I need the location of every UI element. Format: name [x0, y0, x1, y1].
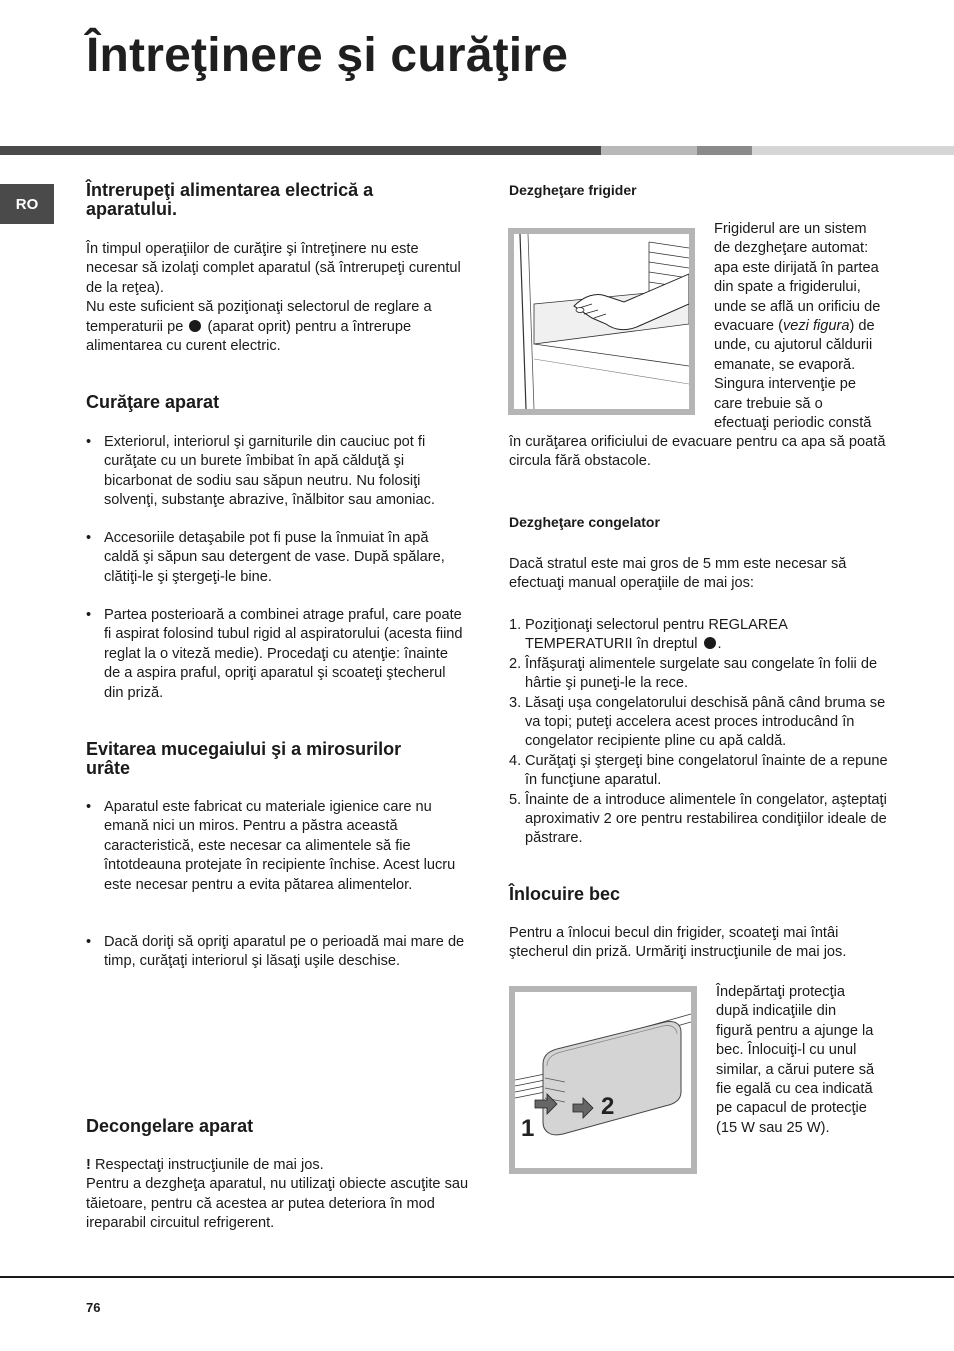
- bulb-line: figură pentru a ajunge la: [716, 1022, 874, 1039]
- fridge-line: Singura intervenţie pe: [714, 376, 856, 393]
- bulb-line: pe capacul de protecţie: [716, 1100, 867, 1117]
- power-paragraph-1: În timpul operaţiilor de curăţire şi întreţinere nu este necesar să izolaţi complet aparatul (să întrerupeţi curentul de la reţea).: [86, 241, 461, 296]
- fridge-line: Frigiderul are un sistem: [714, 221, 867, 237]
- language-tab: RO: [0, 184, 54, 224]
- section-defrost: [86, 1117, 471, 1136]
- bulb-line: după indicaţiile din: [716, 1003, 837, 1020]
- section-cleaning: [86, 393, 471, 412]
- mould-heading: Evitarea mucegaiului şi a mirosurilor urâte: [86, 739, 402, 778]
- header-bar-mid: [697, 146, 752, 155]
- bulb-cover-figure: [509, 986, 697, 1174]
- freezer-step: 5. Înainte de a introduce alimentele în congelator, aşteptaţi aproximativ 2 ore pentru restabilirea condiţiilor ideale de păstrare.: [509, 791, 887, 847]
- fridge-line: apa este dirijată în partea: [714, 259, 879, 276]
- bullet-icon: •: [86, 530, 92, 546]
- fridge-line: care trebuie să o: [714, 395, 823, 412]
- bulb-line: similar, a cărui putere să: [716, 1061, 875, 1078]
- bulb-cover-illustration: [515, 992, 691, 1168]
- freezer-step: 2. Înfăşuraţi alimentele surgelate sau congelate în folii de hârtie şi puneţi-le la rece.: [509, 655, 878, 692]
- freezer-step: 4. Curăţaţi şi ştergeţi bine congelatorul înainte de a repune în funcţiune aparatul.: [509, 752, 888, 789]
- bullet-icon: •: [86, 799, 92, 815]
- freezer-defrost-heading: Dezgheţare congelator: [509, 514, 660, 530]
- fridge-line: unde se află un orificiu de: [714, 298, 881, 315]
- bulb-intro: [509, 924, 889, 963]
- fridge-line: unde, cu ajutorul căldurii: [714, 337, 873, 354]
- list-item: • Accesoriile detaşabile pot fi puse la înmuiat în apă caldă şi săpun sau detergent de vase. După spălare, clătiţi-le şi ştergeţi-le bine.: [86, 530, 445, 585]
- freezer-step: 1. Poziţionaţi selectorul pentru REGLAREA TEMPERATURII în dreptul .: [509, 617, 788, 653]
- bulb-line: fie egală cu cea indicată: [716, 1081, 873, 1098]
- cleaning-list: [86, 433, 466, 511]
- defrost-paragraph: Pentru a dezgheţa aparatul, nu utilizaţi obiecte ascuţite sau tăietoare, pentru că acestea ar putea deteriora în mod ireparabil circuitul refrigerent.: [86, 1176, 469, 1232]
- list-item: • Aparatul este fabricat cu materiale igienice care nu emană nici un miros. Pentru a păstra această caracteristică, este necesar ca alimentele să fie întotdeauna protejate în recipiente închise. Acest lucru este necesar pentru a evita pătarea alimentelor.: [86, 799, 456, 893]
- bullet-icon: •: [86, 434, 92, 450]
- header-bar-pale: [752, 146, 954, 155]
- defrost-heading: Decongelare aparat: [86, 1116, 254, 1136]
- cleaning-list-3: [86, 606, 466, 703]
- bulb-line: Îndepărtaţi protecţia: [716, 984, 845, 1000]
- fridge-text-tail: [509, 433, 889, 472]
- fridge-drain-figure: [508, 228, 695, 415]
- list-item: • Partea posterioară a combinei atrage praful, care poate fi aspirat folosind tubul rigid al aspiratorului (acesta fiind reglat la o viteză medie). Procedaţi cu atenţie: înainte de a aspira praful, opriţi aparatul şi scoateţi ştecherul din priză.: [86, 607, 463, 701]
- fridge-line-evac: evacuare (vezi figura) de: [714, 318, 875, 335]
- header-bar-light: [601, 146, 697, 155]
- figure-label-1: 1: [521, 1115, 535, 1142]
- section-freezer-defrost: [509, 513, 889, 532]
- fridge-text-beside: [714, 220, 894, 433]
- bulb-intro-text: Pentru a înlocui becul din frigider, scoateţi mai întâi ştecherul din priză. Urmăriţi instrucţiunile de mai jos.: [509, 925, 847, 961]
- header-bar-dark: [0, 146, 601, 155]
- page-title: Întreţinere şi curăţire: [86, 29, 569, 82]
- power-paragraph-2: Nu este suficient să poziţionaţi selectorul de reglare a temperaturii pe (aparat oprit) pentru a întrerupe alimentarea cu curent electric.: [86, 299, 432, 355]
- mould-list: [86, 798, 466, 895]
- section-bulb: [509, 885, 889, 904]
- fridge-drain-illustration: [514, 234, 689, 409]
- freezer-intro-text: Dacă stratul este mai gros de 5 mm este necesar să efectuaţi manual operaţiile de mai jos:: [509, 556, 847, 592]
- section-fridge-defrost: [509, 181, 889, 200]
- bulb-line: (15 W sau 25 W).: [716, 1119, 830, 1136]
- figure-label-2: 2: [601, 1093, 615, 1120]
- cleaning-heading: Curăţare aparat: [86, 392, 220, 412]
- section-power: [86, 181, 471, 219]
- fridge-line: emanate, se evaporă.: [714, 356, 856, 373]
- defrost-body: [86, 1156, 471, 1234]
- mould-list-2: [86, 933, 466, 972]
- off-symbol-icon: [189, 320, 201, 332]
- fridge-line: efectuaţi periodic constă: [714, 415, 872, 432]
- footer-rule: [0, 1276, 954, 1278]
- page-number: 76: [86, 1300, 101, 1315]
- power-heading: Întrerupeţi alimentarea electrică a aparatului.: [86, 180, 374, 219]
- fridge-tail: în curăţarea orificiului de evacuare pentru ca apa să poată circula fără obstacole.: [509, 434, 886, 470]
- freezer-step: 3. Lăsaţi uşa congelatorului deschisă până când bruma se va topi; puteţi accelera acest proces introducând în congelator recipiente pline cu apă caldă.: [509, 694, 886, 750]
- list-item: • Exteriorul, interiorul şi garniturile din cauciuc pot fi curăţate cu un burete îmbibat în apă călduţă şi bicarbonat de sodiu sau săpun neutru. Nu folosiţi solvenţi, substanţe abrazive, înălbitor sau amoniac.: [86, 434, 435, 509]
- defrost-warning: ! Respectaţi instrucţiunile de mai jos.: [86, 1157, 324, 1173]
- bulb-text-beside: [716, 983, 896, 1138]
- bullet-icon: •: [86, 934, 92, 950]
- bullet-icon: •: [86, 607, 92, 623]
- freezer-steps: [509, 616, 889, 849]
- section-mould: [86, 740, 446, 778]
- bulb-heading: Înlocuire bec: [509, 884, 621, 904]
- bulb-line: bec. Înlocuiţi-l cu unul: [716, 1042, 857, 1059]
- off-symbol-icon: [704, 637, 716, 649]
- fridge-line: de dezgheţare automat:: [714, 240, 869, 257]
- warning-mark: !: [86, 1157, 91, 1173]
- power-body: [86, 240, 466, 356]
- list-item: • Dacă doriţi să opriţi aparatul pe o perioadă mai mare de timp, curăţaţi interiorul şi lăsaţi uşile deschise.: [86, 934, 465, 970]
- freezer-intro: [509, 555, 889, 594]
- fridge-line: din spate a frigiderului,: [714, 279, 861, 296]
- cleaning-list-2: [86, 529, 466, 587]
- fridge-defrost-heading: Dezgheţare frigider: [509, 182, 637, 198]
